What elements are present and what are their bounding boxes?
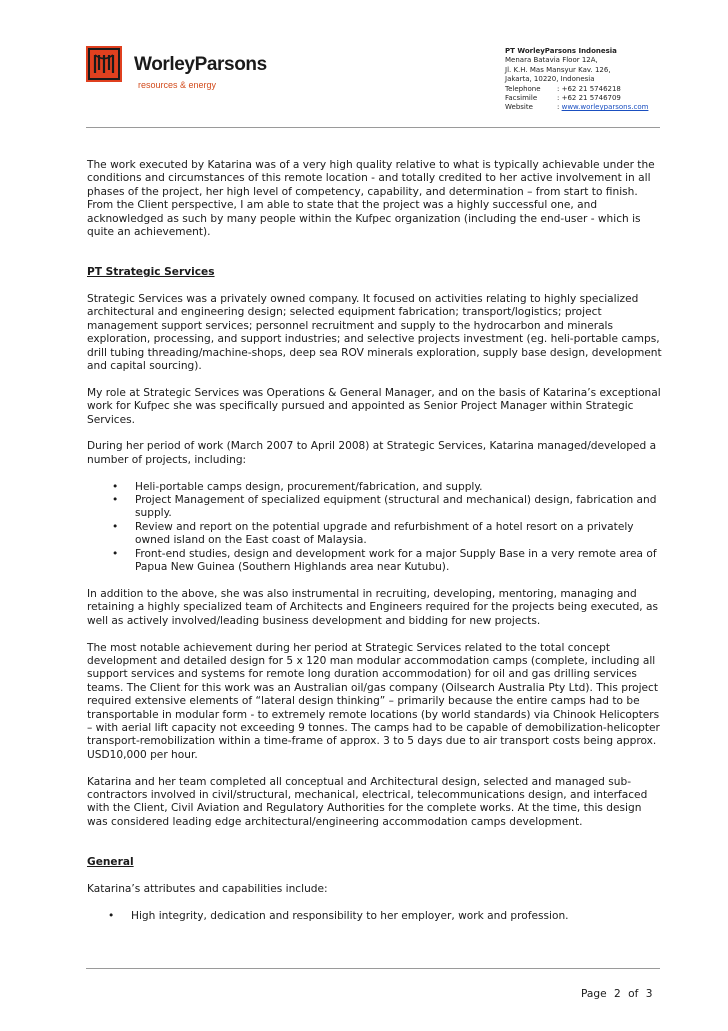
worleyparsons-logo-icon: [86, 46, 122, 82]
website-label: Website: [505, 103, 533, 112]
page-number: [581, 988, 657, 1000]
paragraph: During her period of work (March 2007 to April 2008) at Strategic Services, Katarina managed/developed a number of projects, including:: [87, 440, 657, 466]
page-label: Page: [581, 988, 607, 1000]
contact-address-line: Menara Batavia Floor 12A,: [505, 56, 598, 65]
list-item-text: Project Management of specialized equipment (structural and mechanical) design, fabrication and supply.: [135, 494, 657, 520]
header-divider: [86, 127, 660, 128]
letter-body: [87, 159, 662, 936]
paragraph: In addition to the above, she was also instrumental in recruiting, developing, mentoring, managing and retaining a highly specialized team of Architects and Engineers required for the projects being executed, as well as actively involved/leading business development and bidding for new projects.: [87, 587, 659, 627]
company-logo: [86, 46, 286, 96]
section-heading-general: General: [87, 855, 134, 868]
bullet-icon: •: [112, 480, 119, 493]
projects-list: [87, 481, 662, 575]
website-prefix: :: [557, 103, 562, 112]
list-item: [87, 910, 662, 923]
bullet-icon: •: [108, 909, 115, 922]
list-item-text: Front-end studies, design and development work for a major Supply Base in a very remote area of Papua New Guinea (Southern Highlands area near Kutubu).: [135, 547, 657, 574]
contact-telephone-row: [505, 85, 648, 94]
paragraph: Katarina’s attributes and capabilities include:: [87, 882, 328, 895]
logo-tagline: resources & energy: [138, 80, 217, 90]
paragraph: Katarina and her team completed all conceptual and Architectural design, selected and managed sub-contractors involved in civil/structural, mechanical, electrical, telecommunications design, and interfaced with the Client, Civil Aviation and Regulatory Authorities for the complete works. At the time, this design was considered leading edge architectural/engineering accommodation camps development.: [87, 775, 648, 828]
page-total: 3: [645, 988, 653, 1000]
list-item: [87, 521, 662, 548]
footer-divider: [86, 968, 660, 969]
contact-company: PT WorleyParsons Indonesia: [505, 47, 617, 55]
list-item-text: High integrity, dedication and responsibility to her employer, work and profession.: [131, 909, 569, 922]
contact-address-line: Jakarta, 10220, Indonesia: [505, 75, 595, 84]
contact-website-row: [505, 103, 648, 112]
spacer: [87, 253, 662, 266]
telephone-label: Telephone: [505, 84, 541, 93]
attributes-list: [87, 910, 662, 923]
list-item: [87, 481, 662, 494]
contact-address-line: Jl. K.H. Mas Mansyur Kav. 126,: [505, 65, 611, 74]
website-link[interactable]: www.worleyparsons.com: [561, 103, 649, 112]
paragraph: The most notable achievement during her period at Strategic Services related to the total concept development and detailed design for 5 x 120 man modular accommodation camps (complete, including all support services and systems for remote long duration accommodation) for oil and gas drilling services teams. The Client for this work was an Australian oil/gas company (Oilsearch Australia Pty Ltd). This project required extensive elements of “lateral design thinking” – primarily because the entire camps had to be transportable in modular form - to extremely remote locations (by world standards) via Chinook Helicopters – with aerial lift capacity not exceeding 9 tonnes. The camps had to be capable of demobilization-helicopter transport-remobilization within a time-frame of approx. 3 to 5 days due to air transport costs being approx. USD10,000 per hour.: [87, 641, 660, 761]
intro-paragraph: The work executed by Katarina was of a very high quality relative to what is typically achievable under the conditions and circumstances of this remote location - and totally credited to her active involvement in all phases of the project, her high level of competency, capability, and determination – from start to finish. From the Client perspective, I am able to state that the project was a highly successful one, and acknowledged as such by many people within the Kufpec organization (including the end-user - which is quite an achievement).: [87, 159, 655, 239]
page-current: 2: [614, 988, 621, 1000]
list-item: [87, 548, 662, 575]
list-item-text: Heli-portable camps design, procurement/fabrication, and supply.: [135, 480, 483, 493]
bullet-icon: •: [112, 494, 119, 507]
telephone-value: : +62 21 5746218: [557, 84, 621, 93]
spacer: [87, 843, 662, 856]
bullet-icon: •: [112, 520, 119, 533]
facsimile-label: Facsimile: [505, 94, 538, 103]
list-item-text: Review and report on the potential upgrade and refurbishment of a hotel resort on a privately owned island on the East coast of Malaysia.: [135, 520, 634, 547]
facsimile-value: : +62 21 5746709: [557, 94, 621, 103]
section-heading-strategic-services: PT Strategic Services: [87, 266, 215, 279]
paragraph: My role at Strategic Services was Operations & General Manager, and on the basis of Katarina’s exceptional work for Kufpec she was specifically pursued and appointed as Senior Project Manager within Strategic Services.: [87, 386, 661, 426]
paragraph: Strategic Services was a privately owned company. It focused on activities relating to highly specialized architectural and engineering design; selected equipment fabrication; transport/logistics; project management support services; personnel recruitment and supply to the hydrocarbon and minerals exploration, processing, and support industries; and selective projects investment (eg. heli-portable camps, drill tubing threading/machine-shops, deep sea ROV minerals exploration, supply base design, development and capital sourcing).: [87, 293, 662, 373]
list-item: [87, 494, 662, 521]
bullet-icon: •: [112, 547, 119, 560]
contact-block: [505, 47, 648, 113]
contact-facsimile-row: [505, 94, 648, 103]
logo-wordmark: WorleyParsons: [134, 54, 267, 75]
page-of: of: [628, 988, 639, 1000]
